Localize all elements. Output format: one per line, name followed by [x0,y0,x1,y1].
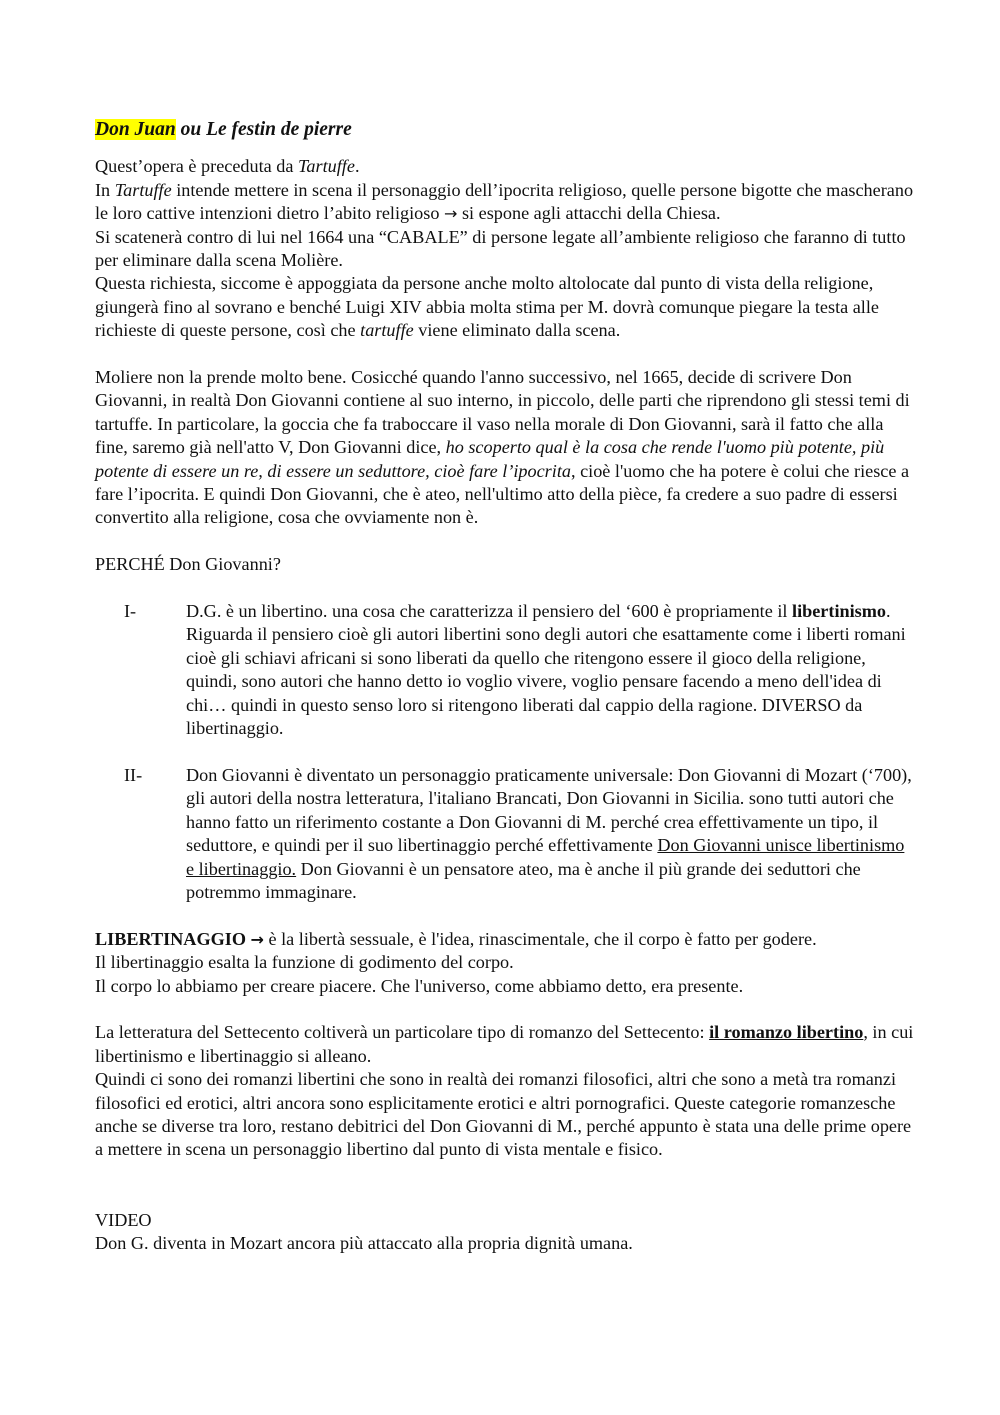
text: La letteratura del Settecento coltiverà un particolare tipo di romanzo del Settecento: [95,1022,710,1043]
libertinaggio-line-3: Il corpo lo abbiamo per creare piacere. Che l'universo, come abbiamo detto, era presente. [95,975,744,996]
text: Don Giovanni è diventato un personaggio praticamente universale: Don Giovanni di Mozart (‘700), gli autori della nostra letteratura, l'italiano Brancati, Don Giovanni in Sicilia. sono tutti autori che hanno fatto un riferimento costante a Don Giovanni di M. perché crea effettivamente un tipo, il seduttore, e quindi per il suo libertinaggio perché effettivamente [186,764,912,856]
spacer [95,1185,915,1208]
bold-term: libertinismo [792,601,886,622]
bold-term: LIBERTINAGGIO [95,928,246,949]
video-heading: VIDEO [95,1209,152,1230]
text: In [95,179,115,200]
bold-underlined-term: il romanzo libertino [709,1022,864,1043]
text: si espone agli attacchi della Chiesa. [457,203,721,224]
text: , cioè l'uomo che ha potere è colui che riesce a fare l’ipocrita. E quindi Don Giovanni, che è ateo, nell'ultimo atto della pièce, fa credere a suo padre di essersi convertito alla religione, cosa che ovviamente non è. [95,460,910,528]
intro-paragraph-4 [95,272,915,342]
settecento-paragraph-2: Quindi ci sono dei romanzi libertini che sono in realtà dei romanzi filosofici, altri che sono a metà tra romanzi filosofici ed erotici, altri ancora sono esplicitamente erotici e altri pornografici. Queste categorie romanzesche anche se diverse tra loro, restano debitrici del Don Giovanni di M., perché appunto è stata una delle prime opere a mettere in scena un personaggio libertino dal punto di vista mentale e fisico. [95,1069,912,1160]
text: D.G. è un libertino. una cosa che caratterizza il pensiero del ‘600 è propriamente il [186,601,793,622]
document-page [95,118,915,1255]
title-rest: ou Le festin de pierre [175,119,352,140]
spacer [95,998,915,1021]
text: è la libertà sessuale, è l'idea, rinascimentale, che il corpo è fatto per godere. [263,928,817,949]
italic-quote: ho scoperto qual è la cosa che rende l'uomo più potente, più potente di essere un re, di essere un seduttore, cioè fare l’ipocrita [95,437,885,481]
italic-text: tartuffe [360,320,414,341]
spacer [95,343,915,366]
text: , in cui libertinismo e libertinaggio si alleano. [95,1022,914,1066]
spacer [95,530,915,553]
text: Don Giovanni è un pensatore ateo, ma è anche il più grande dei seduttori che potremmo immaginare. [186,858,861,902]
italic-text: Tartuffe [114,179,172,200]
video-text: Don G. diventa in Mozart ancora più attaccato alla propria dignità umana. [95,1232,633,1253]
perche-heading: PERCHÉ Don Giovanni? [95,554,281,575]
text: . [354,156,360,177]
spacer [95,904,915,927]
text: . Riguarda il pensiero cioè gli autori libertini sono degli autori che esattamente come i liberti romani cioè gli schiavi africani si sono liberati da quello che ritengono essere il gioco della religione, quindi, sono autori che hanno detto io voglio vivere, voglio pensare facendo a meno dell'idea di chi… quindi in questo senso loro si ritengono liberati dal cappio della ragione. DIVERSO da libertinaggio. [186,601,906,739]
libertinaggio-line-2: Il libertinaggio esalta la funzione di godimento del corpo. [95,952,514,973]
list-body [186,764,915,904]
highlighted-title: Don Juan [95,119,176,140]
list-number: II- [124,764,143,785]
intro-paragraph-1 [95,155,915,178]
list-item-1 [124,600,915,740]
list-item-2 [124,764,915,904]
list-body [186,600,915,740]
settecento-paragraph [95,1021,915,1068]
document-title [95,118,915,141]
spacer [95,1162,915,1185]
text: Moliere non la prende molto bene. Cosicché quando l'anno successivo, nel 1665, decide di scrivere Don Giovanni, in realtà Don Giovanni contiene al suo interno, in piccolo, delle parti che riprendono gli stessi temi di tartuffe. In particolare, la goccia che fa traboccare il vaso nella morale di Don Giovanni, sarà il fatto che alla fine, saremo già nell'atto V, Don Giovanni dice, [95,367,910,458]
list-number: I- [124,601,137,622]
intro-paragraph-3: Si scatenerà contro di lui nel 1664 una “CABALE” di persone legate all’ambiente religioso che faranno di tutto per eliminare dalla scena Molière. [95,226,906,271]
text: viene eliminato dalla scena. [413,320,621,341]
text: Quest’opera è preceduta da [95,156,298,177]
spacer [95,741,915,764]
libertinaggio-definition [95,928,915,951]
text: intende mettere in scena il personaggio dell’ipocrita religioso, quelle persone bigotte che mascherano le loro cattive intenzioni dietro l’abito religioso [95,179,914,224]
arrow-icon: → [444,204,458,224]
italic-text: Tartuffe [297,156,355,177]
intro-paragraph-2 [95,179,915,226]
spacer [95,577,915,600]
underlined-text: Don Giovanni unisce libertinismo e libertinaggio. [186,835,905,879]
text: Questa richiesta, siccome è appoggiata da persone anche molto altolocate dal punto di vista della religione, giungerà fino al sovrano e benché Luigi XIV abbia molta stima per M. dovrà comunque piegare la testa alle richieste di queste persone, così che [95,273,879,341]
moliere-paragraph [95,366,915,530]
arrow-icon: → [250,929,264,949]
